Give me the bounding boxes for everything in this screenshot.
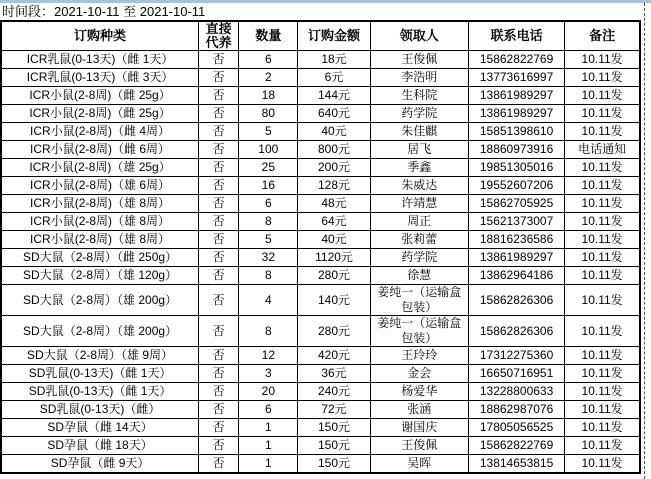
cell-recipient[interactable]: 吴晖	[370, 455, 468, 473]
cell-direct[interactable]: 否	[199, 177, 239, 195]
cell-recipient[interactable]: 王俊佩	[370, 437, 468, 455]
cell-recipient[interactable]: 王玲玲	[370, 347, 468, 365]
page-break-dashed-line	[644, 3, 645, 479]
cell-amount[interactable]: 150元	[298, 419, 370, 437]
cell-note[interactable]: 10.11发	[565, 383, 640, 401]
cell-direct[interactable]: 否	[199, 123, 239, 141]
cell-phone[interactable]: 13862964186	[468, 267, 564, 285]
cell-phone[interactable]: 15862705925	[468, 195, 564, 213]
cell-amount[interactable]: 150元	[298, 455, 370, 473]
cell-qty[interactable]: 1	[239, 419, 298, 437]
cell-species[interactable]: SD孕鼠（雌 14天）	[1, 419, 199, 437]
cell-note[interactable]: 10.11发	[565, 105, 640, 123]
cell-direct[interactable]: 否	[199, 455, 239, 473]
cell-direct[interactable]: 否	[199, 383, 239, 401]
cell-amount[interactable]: 150元	[298, 437, 370, 455]
cell-recipient[interactable]: 生科院	[370, 87, 468, 105]
cell-note[interactable]: 10.11发	[565, 455, 640, 473]
cell-species[interactable]: ICR乳鼠(0-13天)（雌 3天）	[1, 69, 199, 87]
cell-qty[interactable]: 4	[239, 285, 298, 316]
cell-recipient[interactable]: 药学院	[370, 105, 468, 123]
cell-species[interactable]: ICR小鼠(2-8周)（雄 8周）	[1, 195, 199, 213]
cell-amount[interactable]: 36元	[298, 365, 370, 383]
cell-species[interactable]: SD乳鼠(0-13天)（雌 1天）	[1, 383, 199, 401]
cell-phone[interactable]: 15851398610	[468, 123, 564, 141]
cell-direct[interactable]: 否	[199, 285, 239, 316]
cell-phone[interactable]: 13228800633	[468, 383, 564, 401]
cell-recipient[interactable]: 周正	[370, 213, 468, 231]
cell-amount[interactable]: 6元	[298, 69, 370, 87]
table-row	[1, 141, 640, 159]
table-row	[1, 87, 640, 105]
cell-direct[interactable]: 否	[199, 195, 239, 213]
cell-species[interactable]: ICR小鼠(2-8周)（雌 25g）	[1, 105, 199, 123]
cell-amount[interactable]: 40元	[298, 231, 370, 249]
table-row	[1, 267, 640, 285]
cell-recipient[interactable]: 朱威达	[370, 177, 468, 195]
period-label-cell[interactable]: 时间段：2021-10-11 至 2021-10-11	[2, 4, 206, 19]
header-cell-species[interactable]: 订购种类	[1, 21, 199, 51]
cell-phone[interactable]: 15862826306	[468, 316, 564, 347]
cell-note[interactable]: 10.11发	[565, 401, 640, 419]
cell-qty[interactable]: 8	[239, 316, 298, 347]
cell-amount[interactable]: 280元	[298, 316, 370, 347]
cell-recipient[interactable]: 季鑫	[370, 159, 468, 177]
cell-recipient[interactable]: 杨爱华	[370, 383, 468, 401]
cell-qty[interactable]: 16	[239, 177, 298, 195]
cell-qty[interactable]: 18	[239, 87, 298, 105]
header-cell-qty[interactable]: 数量	[239, 21, 298, 51]
cell-recipient[interactable]: 徐慧	[370, 267, 468, 285]
cell-note[interactable]: 10.11发	[565, 195, 640, 213]
cell-amount[interactable]: 240元	[298, 383, 370, 401]
cell-recipient[interactable]: 姜纯一（运输盒包装）	[370, 285, 468, 316]
cell-qty[interactable]: 6	[239, 51, 298, 69]
table-row	[1, 105, 640, 123]
cell-qty[interactable]: 80	[239, 105, 298, 123]
cell-qty[interactable]: 8	[239, 213, 298, 231]
cell-note[interactable]: 10.11发	[565, 69, 640, 87]
table-row	[1, 123, 640, 141]
cell-note[interactable]: 10.11发	[565, 87, 640, 105]
cell-phone[interactable]: 13861989297	[468, 105, 564, 123]
table-row	[1, 316, 640, 347]
cell-direct[interactable]: 否	[199, 401, 239, 419]
cell-species[interactable]: SD孕鼠（雌 9天）	[1, 455, 199, 473]
table-row	[1, 383, 640, 401]
cell-species[interactable]: ICR小鼠(2-8周)（雌 25g）	[1, 87, 199, 105]
cell-note[interactable]: 10.11发	[565, 231, 640, 249]
table-row	[1, 437, 640, 455]
cell-note[interactable]: 10.11发	[565, 419, 640, 437]
cell-amount[interactable]: 72元	[298, 401, 370, 419]
cell-direct[interactable]: 否	[199, 51, 239, 69]
cell-species[interactable]: SD大鼠（2-8周）（雄 200g）	[1, 285, 199, 316]
cell-qty[interactable]: 32	[239, 249, 298, 267]
cell-note[interactable]: 10.11发	[565, 51, 640, 69]
cell-species[interactable]: SD乳鼠(0-13天)（雌）	[1, 401, 199, 419]
cell-amount[interactable]: 18元	[298, 51, 370, 69]
cell-direct[interactable]: 否	[199, 249, 239, 267]
cell-amount[interactable]: 280元	[298, 267, 370, 285]
cell-species[interactable]: SD孕鼠（雌 18天）	[1, 437, 199, 455]
cell-phone[interactable]: 17805056525	[468, 419, 564, 437]
cell-qty[interactable]: 3	[239, 365, 298, 383]
cell-species[interactable]: ICR小鼠(2-8周)（雄 25g）	[1, 159, 199, 177]
cell-note[interactable]: 10.11发	[565, 316, 640, 347]
cell-species[interactable]: ICR小鼠(2-8周)（雄 8周）	[1, 213, 199, 231]
cell-phone[interactable]: 18860973916	[468, 141, 564, 159]
cell-note[interactable]: 10.11发	[565, 123, 640, 141]
cell-phone[interactable]: 13861989297	[468, 87, 564, 105]
cell-direct[interactable]: 否	[199, 87, 239, 105]
cell-direct[interactable]: 否	[199, 316, 239, 347]
cell-phone[interactable]: 17312275360	[468, 347, 564, 365]
table-row	[1, 69, 640, 87]
cell-amount[interactable]: 144元	[298, 87, 370, 105]
cell-qty[interactable]: 5	[239, 231, 298, 249]
table-row	[1, 249, 640, 267]
cell-recipient[interactable]: 张涵	[370, 401, 468, 419]
table-row	[1, 51, 640, 69]
cell-phone[interactable]: 19851305016	[468, 159, 564, 177]
cell-note[interactable]: 10.11发	[565, 285, 640, 316]
table-row	[1, 455, 640, 473]
cell-phone[interactable]: 15862822769	[468, 437, 564, 455]
cell-phone[interactable]: 18816236586	[468, 231, 564, 249]
cell-species[interactable]: SD大鼠（2-8周）（雄 9周）	[1, 347, 199, 365]
cell-recipient[interactable]: 朱佳麒	[370, 123, 468, 141]
cell-note[interactable]: 10.11发	[565, 437, 640, 455]
cell-direct[interactable]: 否	[199, 231, 239, 249]
cell-direct[interactable]: 否	[199, 159, 239, 177]
cell-qty[interactable]: 6	[239, 195, 298, 213]
table-row	[1, 159, 640, 177]
cell-species[interactable]: ICR乳鼠(0-13天)（雌 1天）	[1, 51, 199, 69]
cell-species[interactable]: ICR小鼠(2-8周)（雄 8周）	[1, 231, 199, 249]
header-cell-phone[interactable]: 联系电话	[468, 21, 564, 51]
cell-amount[interactable]: 40元	[298, 123, 370, 141]
cell-direct[interactable]: 否	[199, 213, 239, 231]
cell-species[interactable]: ICR小鼠(2-8周)（雌 4周）	[1, 123, 199, 141]
table-row	[1, 177, 640, 195]
cell-note[interactable]: 10.11发	[565, 249, 640, 267]
cell-qty[interactable]: 20	[239, 383, 298, 401]
header-cell-direct[interactable]: 直接代养	[199, 21, 239, 51]
cell-note[interactable]: 10.11发	[565, 365, 640, 383]
table-row	[1, 231, 640, 249]
header-cell-note[interactable]: 备注	[565, 21, 640, 51]
cell-species[interactable]: SD大鼠（2-8周）（雄 120g）	[1, 267, 199, 285]
cell-phone[interactable]: 15862822769	[468, 51, 564, 69]
cell-phone[interactable]: 15862826306	[468, 285, 564, 316]
cell-amount[interactable]: 640元	[298, 105, 370, 123]
cell-qty[interactable]: 25	[239, 159, 298, 177]
cell-note[interactable]: 10.11发	[565, 213, 640, 231]
table-row	[1, 401, 640, 419]
header-row	[1, 21, 640, 51]
cell-phone[interactable]: 15621373007	[468, 213, 564, 231]
cell-amount[interactable]: 1120元	[298, 249, 370, 267]
table-row	[1, 419, 640, 437]
cell-recipient[interactable]: 药学院	[370, 249, 468, 267]
cell-qty[interactable]: 12	[239, 347, 298, 365]
header-cell-recipient[interactable]: 领取人	[370, 21, 468, 51]
cell-note[interactable]: 电话通知	[565, 141, 640, 159]
cell-species[interactable]: SD大鼠（2-8周）（雄 200g）	[1, 316, 199, 347]
cell-species[interactable]: ICR小鼠(2-8周)（雄 6周）	[1, 177, 199, 195]
cell-note[interactable]: 10.11发	[565, 267, 640, 285]
cell-qty[interactable]: 1	[239, 437, 298, 455]
cell-phone[interactable]: 18862987076	[468, 401, 564, 419]
table-row	[1, 285, 640, 316]
cell-direct[interactable]: 否	[199, 105, 239, 123]
cell-qty[interactable]: 100	[239, 141, 298, 159]
cell-note[interactable]: 10.11发	[565, 177, 640, 195]
table-row	[1, 195, 640, 213]
order-table-body	[1, 51, 640, 473]
cell-recipient[interactable]: 李浩明	[370, 69, 468, 87]
cell-amount[interactable]: 200元	[298, 159, 370, 177]
cell-note[interactable]: 10.11发	[565, 159, 640, 177]
table-row	[1, 213, 640, 231]
cell-direct[interactable]: 否	[199, 419, 239, 437]
cell-direct[interactable]: 否	[199, 347, 239, 365]
header-cell-amount[interactable]: 订购金额	[298, 21, 370, 51]
cell-phone[interactable]: 16650716951	[468, 365, 564, 383]
cell-amount[interactable]: 48元	[298, 195, 370, 213]
cell-amount[interactable]: 128元	[298, 177, 370, 195]
cell-recipient[interactable]: 居飞	[370, 141, 468, 159]
cell-qty[interactable]: 5	[239, 123, 298, 141]
cell-phone[interactable]: 13773616997	[468, 69, 564, 87]
table-row	[1, 365, 640, 383]
cell-amount[interactable]: 420元	[298, 347, 370, 365]
cell-qty[interactable]: 6	[239, 401, 298, 419]
order-table-header	[1, 21, 640, 51]
cell-qty[interactable]: 2	[239, 69, 298, 87]
cell-recipient[interactable]: 谢国庆	[370, 419, 468, 437]
cell-amount[interactable]: 800元	[298, 141, 370, 159]
cell-direct[interactable]: 否	[199, 267, 239, 285]
cell-recipient[interactable]: 金会	[370, 365, 468, 383]
cell-phone[interactable]: 13861989297	[468, 249, 564, 267]
cell-recipient[interactable]: 姜纯一（运输盒包装）	[370, 316, 468, 347]
cell-amount[interactable]: 140元	[298, 285, 370, 316]
cell-recipient[interactable]: 许靖慧	[370, 195, 468, 213]
cell-species[interactable]: SD大鼠（2-8周）（雌 250g）	[1, 249, 199, 267]
cell-species[interactable]: ICR小鼠(2-8周)（雌 6周）	[1, 141, 199, 159]
cell-qty[interactable]: 1	[239, 455, 298, 473]
cell-qty[interactable]: 8	[239, 267, 298, 285]
cell-direct[interactable]: 否	[199, 141, 239, 159]
cell-direct[interactable]: 否	[199, 437, 239, 455]
cell-note[interactable]: 10.11发	[565, 347, 640, 365]
cell-species[interactable]: SD乳鼠(0-13天)（雌 1天）	[1, 365, 199, 383]
order-table	[0, 20, 641, 474]
cell-phone[interactable]: 19552607206	[468, 177, 564, 195]
cell-recipient[interactable]: 王俊佩	[370, 51, 468, 69]
cell-recipient[interactable]: 张莉蕾	[370, 231, 468, 249]
cell-amount[interactable]: 64元	[298, 213, 370, 231]
cell-phone[interactable]: 13814653815	[468, 455, 564, 473]
cell-direct[interactable]: 否	[199, 69, 239, 87]
table-row	[1, 347, 640, 365]
cell-direct[interactable]: 否	[199, 365, 239, 383]
